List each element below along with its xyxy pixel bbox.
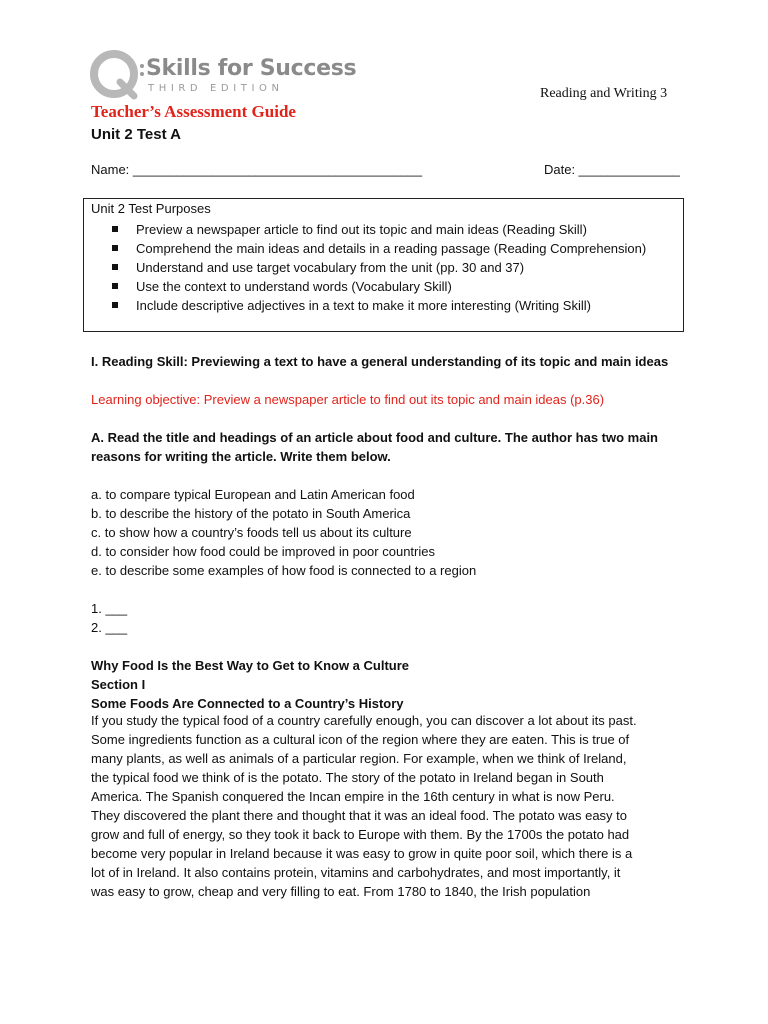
paragraph-line: the typical food we think of is the potato. The story of the potato in Ireland began in South <box>91 770 604 785</box>
learning-objective: Learning objective: Preview a newspaper article to find out its topic and main ideas (p.36) <box>91 392 605 407</box>
purposes-list <box>108 220 646 315</box>
guide-title: Teacher’s Assessment Guide <box>91 102 296 121</box>
test-purposes-box <box>83 198 684 332</box>
purposes-title: Unit 2 Test Purposes <box>91 201 211 216</box>
paragraph-line: grow and full of energy, so they took it back to Europe with them. By the 1700s the potato had <box>91 827 630 842</box>
square-bullet-icon <box>112 264 118 270</box>
article-paragraph <box>91 711 691 901</box>
article-section: Section I <box>91 677 146 692</box>
square-bullet-icon <box>112 283 118 289</box>
answer-1: 1. ___ <box>91 601 128 616</box>
paragraph-line: was easy to grow, cheap and very filling to eat. From 1780 to 1840, the Irish population <box>91 884 591 899</box>
option-c: c. to show how a country’s foods tell us about its culture <box>91 525 412 540</box>
square-bullet-icon <box>112 302 118 308</box>
article-title: Why Food Is the Best Way to Get to Know a Culture <box>91 658 410 673</box>
series-label: Reading and Writing 3 <box>540 86 668 101</box>
date-field: Date: ______________ <box>544 162 680 177</box>
answer-2: 2. ___ <box>91 620 128 635</box>
option-b: b. to describe the history of the potato in South America <box>91 506 411 521</box>
option-a: a. to compare typical European and Latin American food <box>91 487 415 502</box>
list-item: Use the context to understand words (Vocabulary Skill) <box>108 277 646 296</box>
logo-edition: THIRD EDITION <box>148 83 284 94</box>
logo <box>90 50 357 100</box>
section-heading: I. Reading Skill: Previewing a text to have a general understanding of its topic and main ideas <box>91 354 669 369</box>
square-bullet-icon <box>112 245 118 251</box>
square-bullet-icon <box>112 226 118 232</box>
option-d: d. to consider how food could be improved in poor countries <box>91 544 435 559</box>
paragraph-line: Some ingredients function as a cultural icon of the region where they are eaten. This is true of <box>91 732 630 747</box>
article-subheading: Some Foods Are Connected to a Country’s History <box>91 696 404 711</box>
unit-title: Unit 2 Test A <box>91 126 182 143</box>
paragraph-line: America. The Spanish conquered the Incan empire in the 16th century in what is now Peru. <box>91 789 615 804</box>
paragraph-line: become very popular in Ireland because it was easy to grow in quite poor soil, which there is a <box>91 846 633 861</box>
list-item: Preview a newspaper article to find out its topic and main ideas (Reading Skill) <box>108 220 646 239</box>
list-item: Understand and use target vocabulary from the unit (pp. 30 and 37) <box>108 258 646 277</box>
q-logo-icon <box>90 50 150 100</box>
name-field: Name: ________________________________________ <box>91 162 423 177</box>
paragraph-line: They discovered the plant there and thought that it was an ideal food. The potato was easy to <box>91 808 627 823</box>
logo-title: Skills for Success <box>146 56 357 81</box>
list-item: Comprehend the main ideas and details in a reading passage (Reading Comprehension) <box>108 239 646 258</box>
option-e: e. to describe some examples of how food is connected to a region <box>91 563 477 578</box>
list-item: Include descriptive adjectives in a text to make it more interesting (Writing Skill) <box>108 296 646 315</box>
paragraph-line: many plants, as well as animals of a particular region. For example, when we think of Ireland, <box>91 751 627 766</box>
instruction-line-2: reasons for writing the article. Write them below. <box>91 449 391 464</box>
instruction-line-1: A. Read the title and headings of an article about food and culture. The author has two main <box>91 430 658 445</box>
paragraph-line: lot of in Ireland. It also contains protein, vitamins and carbohydrates, and most importantly, it <box>91 865 621 880</box>
paragraph-line: If you study the typical food of a country carefully enough, you can discover a lot about its past. <box>91 713 637 728</box>
